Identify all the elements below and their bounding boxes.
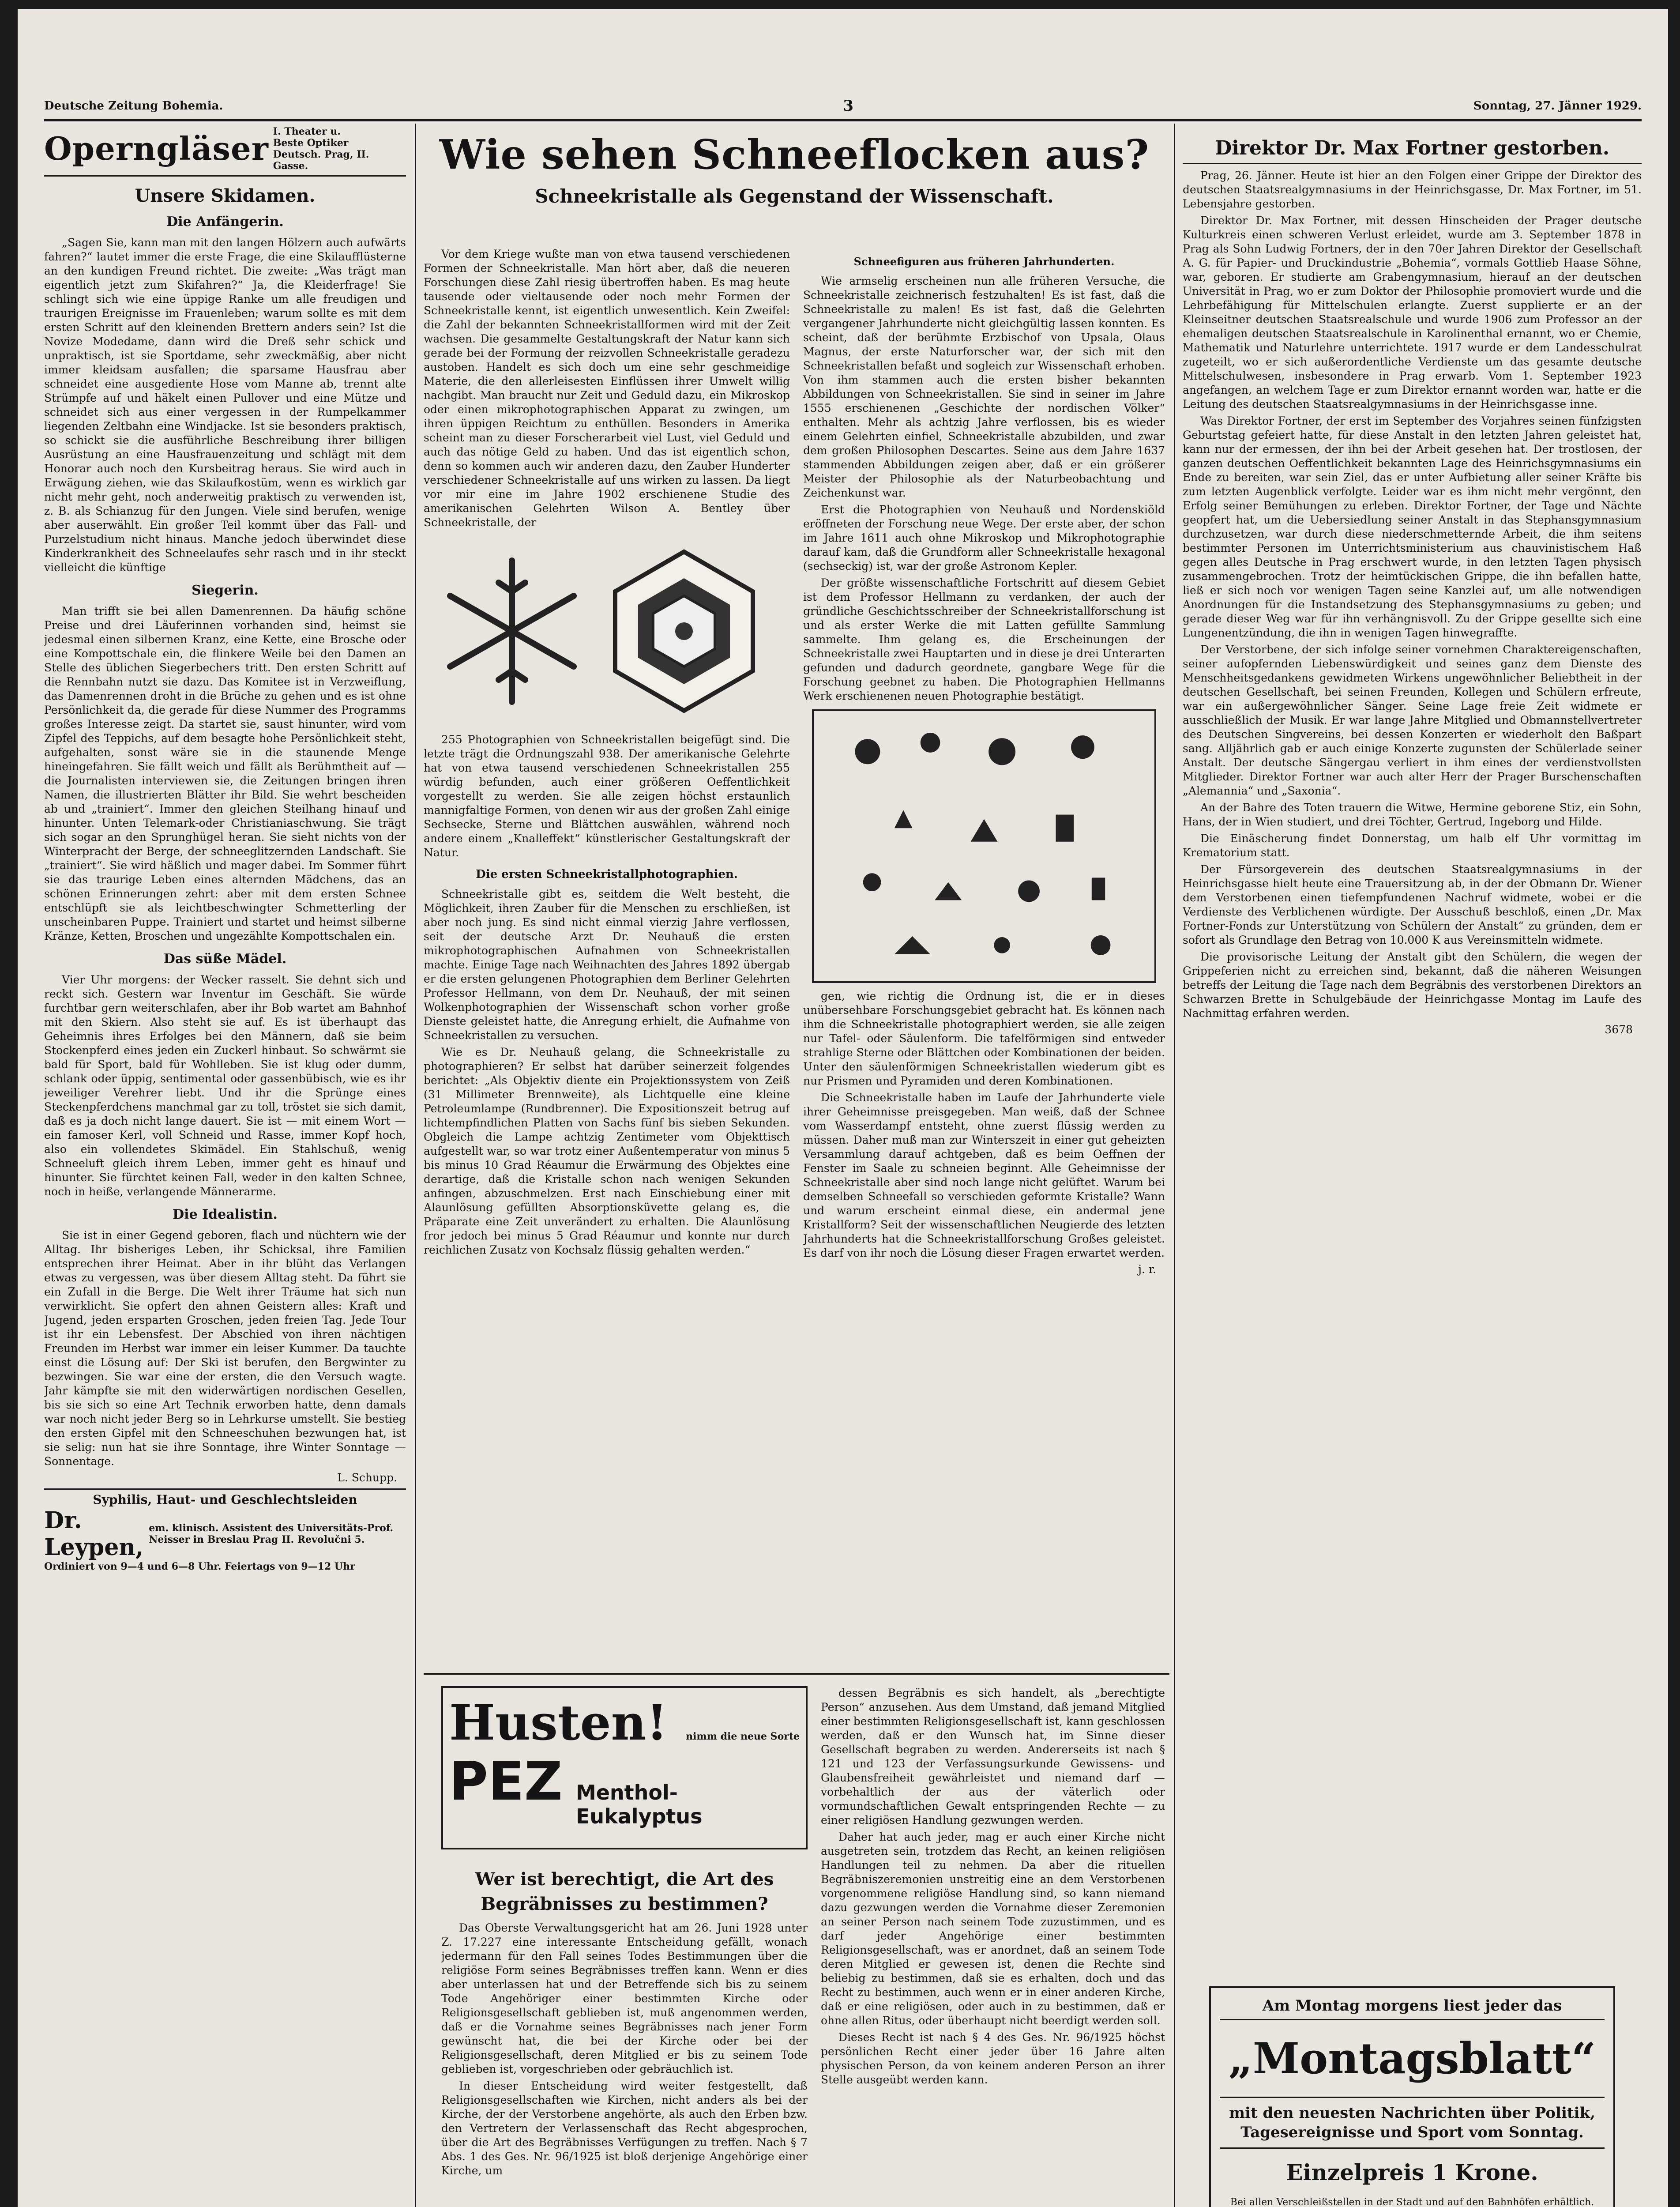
snowflake-article-header [424, 128, 1165, 243]
paragraph: Sie ist in einer Gegend geboren, flach und nüchtern wie der Alltag. Ihr bisheriges Leben, ihr Schicksal, ihre Familien entsprechen ihrer Heimat. Aber in ihr blüht das Verlangen etwas zu vergessen, was über diesem Alltag steht. Da führt sie ein Zufall in die Berge. Die Welt ihrer Träume hat sich nun verwirklicht. Sie opfert den ahnen Geistern alles: Kraft und Jugend, jeden ersparten Groschen, jeden freien Tag. Jede Tour ist ihr ein Lebensfest. Der Abschied von ihren nächtigen Freunden im Herbst war immer ein leiser Kummer. Da tauchte einst die Lösung auf: Der Ski ist berufen, den Bergwinter zu bezwingen. Sie war eine der ersten, die den Versuch wagte. Jahr kämpfte sie mit den widerwärtigen nordischen Gesellen, bis sie sich so eine Art Technik erworben hatte, denn damals war noch nicht jeder Berg so in Lehrkurse umstellt. Sie bestieg den ersten Gipfel mit den Schneeschuhen bezwungen hat, ist sie selig: nun hat sie ihre Sonntage, ihre Winter Sonntage — Sonnentage. [44, 1229, 406, 1468]
paragraph: Daher hat auch jeder, mag er auch einer Kirche nicht ausgetreten sein, trotzdem das Recht, an keinen religiösen Handlungen teil zu nehmen. Da aber die rituellen Begräbniszeremonien unstreitig eine an dem Verstorbenen vorgenommene religiöse Handlung sind, so kann niemand dazu gezwungen werden die Vornahme dieser Zeremonien an seiner Person nach seinem Tode zuzustimmen, und es darf jeder Angehörige einer bestimmten Religionsgesellschaft, was er anordnet, daß an seinem Tode deren Mitglied er gewesen ist, denen die Rechte sind beliebig zu bestimmen, daß sie es erhalten, doch und das Recht zu bestimmen, auch wenn er in einer anderen Kirche, daß er eine religiösen, oder auch in zu bestimmen, daß er ohne allen Ritus, oder überhaupt nicht beerdigt werden soll. [821, 1830, 1165, 2027]
paragraph: Wie armselig erscheinen nun alle früheren Versuche, die Schneekristalle zeichnerisch festzuhalten! Es ist fast, daß die Schneekristalle zu malen! Es ist fast, daß die Gelehrten vergangener Jahrhunderte nicht gleichgültig lassen konnten. Es scheint, daß der berühmte Erzbischof von Upsala, Olaus Magnus, der erste Naturforscher war, der sich mit den Schneekristallen befaßt und sogleich zur Wissenschaft erhoben. Von ihm stammen auch die ersten bisher bekannten Abbildungen von Schneekristallen. Sie sind in seiner im Jahre 1555 erschienenen „Geschichte der nordischen Völker“ enthalten. Mehr als achtzig Jahre verflossen, bis es wieder einem Gelehrten einfiel, Schneekristalle abzubilden, und zwar dem großen Philosophen Descartes. Seine aus dem Jahre 1637 stammenden Abbildungen zeigen aber, daß er ein größerer Meister der Philosophie als der Naturbeobachtung und Zeichenkunst war. [803, 275, 1165, 499]
article-title: Unsere Skidamen. [135, 185, 316, 206]
paragraph: Direktor Dr. Max Fortner, mit dessen Hinscheiden der Prager deutsche Kulturkreis einen schweren Verlust erleidet, wurde am 3. September 1878 in Prag als Sohn Ludwig Fortners, der in den 70er Jahren Direktor der Gesellschaft A. G. für Papier- und Druckindustrie „Bohemia“, vormals Gottlieb Haase Söhne, war, geboren. Er studierte am Grabengymnasium, hierauf an der deutschen Universität in Prag, wo er zum Doktor der Philosophie promoviert wurde und die Lehrbefähigung für Mittelschulen erlangte. Zuerst supplierte er an der Kleinseitner deutschen Staatsrealschule und wurde 1906 zum Professor an der ehemaligen deutschen Staatsrealschule in Karolinenthal ernannt, wo er Chemie, Mathematik und Naturlehre unterrichtete. 1917 wurde er dem Landesschulrat zugeteilt, wo er sich außerordentliche Verdienste um das gesamte deutsche Mittelschulwesen, insbesondere in Prag erwarb. Vom 1. September 1923 angefangen, an welchem Tage er zum Direktor ernannt worden war, hatte er die Leitung des deutschen Staatsrealgymnasiums in der Heinrichsgasse inne. [1183, 214, 1642, 411]
snow-figures-drawing-icon [814, 711, 1154, 981]
paragraph: „Sagen Sie, kann man mit den langen Hölzern auch aufwärts fahren?“ lautet immer die erste Frage, die eine Skilaufflüsterne an den kundigen Freund richtet. Die zweite: „Was trägt man eigentlich jetzt zum Skifahren?“ Ja, die Kleiderfrage! Sie schlingt sich wie eine üppige Ranke um alle freudigen und traurigen Ereignisse im Frauenleben; warum sollte es mit dem ersten Schritt auf den kleinenden Brettern anders sein? Ist die Novize Modedame, dann wird die Dreß sehr schick und unpraktisch, ist sie Sportdame, sehr zweckmäßig, aber nicht immer kleidsam ausfallen; die sparsame Hausfrau aber schneidet eine ausgediente Hose vom Manne ab, trennt alte Strümpfe auf und häkelt einen Pullover und eine Mütze und schneidet sich aus einer vergessen in der Rumpelkammer liegenden Zeltbahn eine Windjacke. Ist sie besonders praktisch, so schickt sie die ausführliche Beschreibung ihrer billigen Ausrüstung an eine Hausfrauenzeitung und schlägt mit dem Honorar auch noch den Kursbeitrag heraus. Sie wird auch in Erwägung ziehen, wie das Skilaufkostüm, wenn es wirklich gar nicht mehr geht, noch anderweitig praktisch zu verwenden ist, z. B. als Schianzug für den Jungen. Viele sind berufen, wenige aber auserwählt. Ein großer Teil kommt über das Fall- und Purzelstudium nicht hinaus. Manche jedoch überwindet diese Kinderkrankheit des Schneelaufes sehr rasch und in ihr steckt vielleicht die künftige [44, 236, 406, 574]
subheading: Schneefiguren aus früheren Jahrhunderten. [853, 255, 1115, 268]
ad-line: Am Montag morgens liest jeder das [1220, 1997, 1605, 2020]
opera-glasses-ad [44, 126, 406, 177]
paragraph: Erst die Photographien von Neuhauß und Nordenskiöld eröffneten der Forschung neue Wege. Der erste aber, der schon im Jahre 1611 auch ohne Mikroskop und Mikrophotographie darauf kam, daß die Grundform aller Schneekristalle hexagonal (sechseckig) ist, war der große Astronom Kepler. [803, 503, 1165, 572]
obituary-title: Direktor Dr. Max Fortner gestorben. [1183, 137, 1642, 164]
ad-headline: Husten! [449, 1694, 668, 1751]
paragraph: Das Oberste Verwaltungsgericht hat am 26. Juni 1928 unter Z. 17.227 eine interessante Entscheidung gefällt, wonach jedermann für den Fall seines Todes Bestimmungen über die religiöse Form seines Begräbnisses treffen kann. Wenn er dies aber unterlassen hat und der Betreffende sich bis zu seinem Tode Angehöriger einer bestimmten Kirche oder Religionsgesellschaft geblieben ist, muß angenommen werden, daß er die Vornahme seines Begräbnisses nach jener Form gewünscht hat, die bei der Kirche oder bei der Religionsgesellschaft, deren Mitglied er bis zu seinem Tode geblieben ist, vorgeschrieben oder gebräuchlich ist. [441, 1921, 808, 2075]
paragraph: Der Fürsorgeverein des deutschen Staatsrealgymnasiums in der Heinrichsgasse hielt heute eine Trauersitzung ab, in der der Obmann Dr. Wiener dem Verstorbenen einen tiefempfundenen Nachruf widmete, wobei er die Verdienste des Verblichenen würdigte. Der Ausschuß beschloß, einen „Dr. Max Fortner-Fonds zur Unterstützung von Schülern der Anstalt“ zu gründen, dem er sofort als Grundlage den Betrag von 10.000 K aus Vereinsmitteln widmete. [1183, 863, 1642, 946]
snowflake-illustration [424, 534, 790, 728]
article-title: Wer ist berechtigt, die Art des Begräbnisses zu bestimmen? [475, 1869, 774, 1914]
paragraph: Die provisorische Leitung der Anstalt gibt den Schülern, die wegen der Grippeferien nicht zu erreichen sind, bekannt, daß die näheren Weisungen betreffs der Leitung die Tage nach dem Begräbnis des verstorbenen Direktors an Schwarzen Brette in Schulgebäude der Heinrichgasse Montag im Laufe des Nachmittag erfahren werden. [1183, 950, 1642, 1020]
ad-small-print: Bei allen Verschleißstellen in der Stadt und auf den Bahnhöfen erhältlich. [1230, 2197, 1594, 2207]
paragraph: Man trifft sie bei allen Damenrennen. Da häufig schöne Preise und drei Läuferinnen vorhanden sind, heimst sie jedesmal einen silbernen Kranz, eine Kette, eine Brosche oder eine Kompottschale ein, die flinkere Weile bei den Damen an Stelle des üblichen Siegerbechers tritt. Den ersten Schritt auf die Rennbahn nutzt sie dazu. Das Komitee ist in Verzweiflung, das Damenrennen droht in die Brüche zu gehen und es ist ohne Persönlichkeit da, die gerade für diese Nummer des Programms großes Interesse zeigt. Da startet sie, saust hinunter, wird vom Zipfel des Teppichs, auf dem besagte hohe Persönlichkeit steht, aufgehalten, sonst wäre sie in die staunende Menge hineingefahren. Sie fällt weich und fällt als Berühmtheit auf — die Journalisten interviewen sie, die Zeitungen bringen ihren Namen, die illustrierten Blätter ihr Bild. Sie wehrt bescheiden ab und „trainiert“. Immer den gleichen Steilhang hinauf und hinunter. Unten Telemark-oder Christianiaschwung. Sie trägt sich sogar an den Sprunghügel heran. Sie sieht nichts von der Winterpracht der Berge, der schneeglitzernden Landschaft. Sie „trainiert“. Sie wird häßlich und mager dabei. Im Sommer führt sie das traurige Leben eines alternden Mädchens, das an schönen Erinnerungen zehrt: aber mit dem ersten Schnee entschlüpft sie als leichtbeschwingter Schmetterling der unscheinbaren Puppe. Trainiert und startet und heimst silberne Kränze, Ketten, Broschen und ungezählte Kompottschalen ein. [44, 605, 406, 942]
paragraph: Dieses Recht ist nach § 4 des Ges. Nr. 96/1925 höchst persönlichen Recht einer jeder über 16 Jahre alten physischen Person, da von keinem anderen Person an ihrer Stelle ausgeübt werden kann. [821, 2031, 1165, 2086]
paragraph: Prag, 26. Jänner. Heute ist hier an den Folgen einer Grippe der Direktor des deutschen Staatsrealgymnasiums in der Heinrichsgasse, Dr. Max Fortner, im 51. Lebensjahre gestorben. [1183, 169, 1642, 210]
subheading: Die ersten Schneekristallphotographien. [476, 868, 738, 881]
pez-subline: Menthol-Eukalyptus [575, 1781, 703, 1828]
head-rule [44, 119, 1642, 121]
ad-details: em. klinisch. Assistent des Universitäts-Prof. Neisser in Breslau Prag II. Revolučni 5. [149, 1522, 394, 1545]
ad-text: I. Theater u. Beste Optiker Deutsch. Prag, II. Gasse. [273, 126, 369, 172]
paragraph: Was Direktor Fortner, der erst im September des Vorjahres seinen fünfzigsten Geburtstag gefeiert hatte, für diese Anstalt in den letzten Jahren geleistet hat, kann nur der ermessen, der ihn bei der Arbeit gesehen hat. Der trostlosen, der ganzen deutschen Oeffentlichkeit bekannten Lage des Heinrichsgymnasiums ein Ende zu bereiten, war sein Ziel, das er unter Aufbietung aller seiner Kräfte bis zum letzten Augenblick verfolgte. Leider war es ihm nicht mehr vergönnt, den Erfolg seiner Bemühungen zu erleben. Direktor Fortner, der Tage und Nächte geopfert hat, um die Uebersiedlung seiner Anstalt in das Stephansgymnasium durchzusetzen, war durch diese niederschmetternde Arbeit, die ihm seitens bestimmter Personen im Unterrichtsministerium aus chauvinistischem Haß gegen alles Deutsche in Prag erschwert wurde, in den letzten Tagen physisch zusammengebrochen. Trotz der heimtückischen Grippe, die ihn befallen hatte, ließ er sich noch vor wenigen Tagen seine Kanzlei auf, um alle notwendigen Anordnungen für die Instandsetzung des Stephansgymnasiums zu geben; und gerade dieser Weg war für ihn verhängnisvoll. Zu der Grippe gesellte sich eine Lungenentzündung, die ihn in wenigen Tagen hinwegraffte. [1183, 414, 1642, 639]
notice-number: 3678 [1605, 1023, 1633, 1036]
paragraph: 255 Photographien von Schneekristallen beigefügt sind. Die letzte trägt die Ordnungszahl 938. Der amerikanische Gelehrte hat von etwa tausend verschiedenen Schneekristallen 255 würdig befunden, auch einer größeren Oeffentlichkeit vorgestellt zu werden. Sie alle zeigen höchst erstaunlich mannigfaltige Formen, von denen wir aus der großen Zahl einige Sechsecke, Sterne und Blättchen auswählen, während noch andere einem „Knalleffekt“ künstlerischer Gestaltungskraft der Natur. [424, 733, 790, 859]
section-rule [424, 1673, 1169, 1675]
page-number: 3 [843, 97, 854, 115]
historic-drawing [812, 709, 1156, 983]
article-title: Wie sehen Schneeflocken aus? [439, 131, 1150, 178]
ad-hours: Ordiniert von 9—4 und 6—8 Uhr. Feiertags von 9—12 Uhr [44, 1561, 355, 1572]
running-head [44, 97, 1642, 115]
paragraph: gen, wie richtig die Ordnung ist, die er in dieses unübersehbare Forschungsgebiet gebracht hat. Es können nach ihm die Schneekristalle photographiert werden, sie alle zeigen nur Tafel- oder Säulenform. Die tafelförmigen sind entweder strahlige Sterne oder Blättchen oder Kombinationen der beiden. Unter den säulenförmigen Schneekristallen wiederum gibt es nur Prismen und Pyramiden und deren Kombinationen. [803, 990, 1165, 1087]
snowflake-photo-icon [424, 534, 786, 728]
paragraph: Schneekristalle gibt es, seitdem die Welt besteht, die Möglichkeit, ihren Zauber für die Menschen zu erschließen, ist aber noch jung. Es sind nicht einmal vierzig Jahre verflossen, seit der deutsche Arzt Dr. Neuhauß die ersten mikrophotographischen Aufnahmen von Schneekristallen machte. Einige Tage nach Weihnachten des Jahres 1892 übergab er die ersten gelungenen Photographien dem Berliner Gelehrten Professor Hellmann, von dem Dr. Neuhauß, der mit seinen Wolkenphotographien der Wissenschaft schon vorher große Dienste geleistet hatte, die Anregung erhielt, die Aufnahme von Schneekristallen zu versuchen. [424, 888, 790, 1042]
paragraph: Vier Uhr morgens: der Wecker rasselt. Sie dehnt sich und reckt sich. Gestern war Inventur im Geschäft. Sie würde furchtbar gern weiterschlafen, aber ihr Bob wartet am Bahnhof mit den Skiern. Also steht sie auf. Es ist überhaupt das Geheimnis ihres Erfolges bei den Männern, daß sie beim Stockenpferd eines jeden ein Zuckerl hinbaut. So schwärmt sie bald für Sport, bald für Wohlleben. Sie ist klug oder dumm, schlank oder üppig, sentimental oder gassenbübisch, wie es ihr jeweiliger Verehrer liebt. Und ihr die Sprünge eines Steckenpferdchens manchmal gar zu toll, tröstet sie sich damit, daß es ja doch nicht lange dauert. Sie ist — mit einem Wort — ein famoser Kerl, voll Schneid und Rasse, immer Kopf hoch, also ein vollendetes Skimädel. Ein Stahlschuß, wenig Schneeluft gleich ihrem Leben, immer geht es hinauf und hinunter. Sie fürchtet keinen Fall, weder in den kalten Schnee, noch in heiße, verlangende Männerarme. [44, 973, 406, 1198]
pez-ad [441, 1686, 808, 1849]
burial-article-col-b [821, 1686, 1165, 2207]
paper-name: Deutsche Zeitung Bohemia. [44, 99, 223, 113]
article-subtitle: Schneekristalle als Gegenstand der Wissenschaft. [535, 185, 1054, 207]
ad-title: „Montagsblatt“ [1228, 2034, 1596, 2083]
signature: j. r. [1138, 1263, 1156, 1276]
issue-date: Sonntag, 27. Jänner 1929. [1473, 99, 1642, 113]
paragraph: Die Einäscherung findet Donnerstag, um halb elf Uhr vormittag im Krematorium statt. [1183, 832, 1642, 859]
subheading: Das süße Mädel. [163, 951, 287, 967]
signature: L. Schupp. [337, 1471, 397, 1484]
paragraph: Der Verstorbene, der sich infolge seiner vornehmen Charaktereigenschaften, seiner aufopfernden Liebenswürdigkeit und seines ganz dem Dienste des Menschheitsgedankens gewidmeten Wirkens ungewöhnlicher Beliebtheit in der deutschen Gesellschaft, bei seinen Freunden, Kollegen und Schülern erfreute, war ein außergewöhnlicher Sänger. Seine Lage freie Zeit widmete er ausschließlich der Musik. Er war lange Jahre Mitglied und Obmannstellvertreter des Deutschen Singvereins, bei dessen Konzerten er wiederholt den Baßpart sang. Alljährlich gab er auch einige Konzerte zugunsten der Schülerlade seiner Anstalt. Der deutsche Sängergau verliert in ihm eines der verdienstvollsten Mitglieder. Direktor Fortner war auch alter Herr der Prager Burschenschaften „Alemannia“ und „Saxonia“. [1183, 643, 1642, 797]
ad-line: mit den neuesten Nachrichten über Politik, Tagesereignisse und Sport vom Sonntag. [1220, 2097, 1605, 2149]
newspaper-page [18, 9, 1668, 2207]
montagsblatt-ad [1209, 1986, 1615, 2207]
paragraph: An der Bahre des Toten trauern die Witwe, Hermine geborene Stiz, ein Sohn, Hans, der in Wien studiert, und drei Töchter, Gertrud, Ingeborg und Hilde. [1183, 801, 1642, 828]
snowflake-column-b [803, 247, 1165, 1616]
snowflake-column-a [424, 247, 790, 1616]
subheading: Die Idealistin. [173, 1207, 278, 1222]
paragraph: Wie es Dr. Neuhauß gelang, die Schneekristalle zu photographieren? Er selbst hat darüber seinerzeit folgendes berichtet: „Als Objektiv diente ein Projektionssystem von Zeiß (31 Millimeter Brennweite), als Lichtquelle eine kleine Petroleumlampe (Rundbrenner). Die Expositionszeit betrug auf lichtempfindlichen Platten von Sachs fünf bis sieben Sekunden. Obgleich die Lampe achtzig Zentimeter vom Objekttisch aufgestellt war, so war trotz einer Außentemperatur von minus 5 bis minus 10 Grad Réaumur die Erwärmung des Objektes eine derartige, daß die Kristalle schon nach wenigen Sekunden anfingen, abzuschmelzen. Erst nach Einschiebung einer mit Alaunlösung gefüllten Absorptionsküvette gelang es, die Präparate eine Zeit unverändert zu erhalten. Die Alaunlösung fror jedoch bei minus 5 Grad Réaumur und konnte nur durch reichlichen Zusatz von Kochsalz flüssig gehalten werden.“ [424, 1046, 790, 1256]
pez-logo: PEZ [449, 1751, 563, 1812]
subheading: Siegerin. [192, 583, 259, 598]
subheading: Die Anfängerin. [166, 214, 284, 230]
paragraph: In dieser Entscheidung wird weiter festgestellt, daß Religionsgesellschaften wie Kirchen, nicht anders als bei der Kirche, der der Verstorbene angehörte, als auch den Erben bzw. den Vertretern der Verlassenschaft das Recht abgesprochen, über die Art des Begräbnisses Verfügungen zu treffen. Nach § 7 Abs. 1 des Ges. Nr. 96/1925 ist bloß derjenige Angehörige einer Kirche, um [441, 2079, 808, 2177]
column-4 [1183, 128, 1642, 1955]
column-1 [44, 126, 406, 2207]
column-divider [1174, 124, 1175, 2207]
ad-note: nimm die neue Sorte [686, 1731, 800, 1742]
ad-title: Operngläser [44, 130, 269, 167]
doctor-name: Dr. Leypen, [44, 1507, 144, 1561]
paragraph: dessen Begräbnis es sich handelt, als „berechtigte Person“ anzusehen. Aus dem Umstand, daß jemand Mitglied einer bestimmten Religionsgesellschaft ist, kann geschlossen werden, daß er den Wunsch hat, im Sinne dieser Gesellschaft begraben zu werden. Andererseits ist nach § 121 und 123 der Verfassungsurkunde Gewissens- und Glaubensfreiheit gewährleistet und niemand darf — vorbehaltlich der aus der väterlich oder vormundschaftlichen Gewalt entspringenden Rechte — zu einer religiösen Handlung gezwungen werden. [821, 1687, 1165, 1827]
ad-line: Syphilis, Haut- und Geschlechtsleiden [93, 1492, 357, 1507]
paragraph: Vor dem Kriege wußte man von etwa tausend verschiedenen Formen der Schneekristalle. Man hört aber, daß die neueren Forschungen diese Zahl riesig übertroffen haben. Es mag heute tausende oder vieltausende oder noch mehr Formen der Schneekristalle kennt, ist eigentlich unwesentlich. Kein Zweifel: die Zahl der bekannten Schneekristallformen wird mit der Zeit wachsen. Die gesammelte Gestaltungskraft der Natur kann sich gerade bei der Formung der reizvollen Schneekristalle geradezu austoben. Handelt es sich doch um eine sehr geschmeidige Materie, die den allerleisesten Einflüssen ihrer Umwelt willig nachgibt. Man braucht nur Zeit und Geduld dazu, ein Mikroskop oder einen mikrophotographischen Apparat zu zwingen, um ihren üppigen Reichtum zu enthüllen. Besonders in Amerika scheint man zu dieser Forscherarbeit viel Lust, viel Geduld und auch das nötige Geld zu haben. Und das ist eigentlich schon, denn so kommen auch wir anderen dazu, den Zauber Hunderter verschiedener Schneekristalle auf uns wirken zu lassen. Da liegt vor mir eine im Jahre 1902 erschienene Studie des amerikanischen Gelehrten Wilson A. Bentley über Schneekristalle, der [424, 248, 790, 529]
ad-price: Einzelpreis 1 Krone. [1286, 2159, 1538, 2185]
paragraph: Die Schneekristalle haben im Laufe der Jahrhunderte viele ihrer Geheimnisse preisgegeben. Man weiß, daß der Schnee vom Wasserdampf entsteht, ohne zuerst flüssig werden zu müssen. Daher muß man zur Winterszeit in einer gut geheizten Versammlung darauf achtgeben, daß es beim Oeffnen der Fenster im Saale zu schneien beginnt. Alle Geheimnisse der Schneekristalle aber sind noch lange nicht gelüftet. Warum bei demselben Schneefall so verschieden geformte Kristalle? Wann und warum erscheint einmal diese, ein andermal jene Kristallform? Seit der wissenschaftlichen Neugierde des letzten Jahrhunderts hat die Schneekristallforschung Großes geleistet. Es darf von ihr noch die Lösung dieser Fragen erwartet werden. [803, 1091, 1165, 1259]
paragraph: Der größte wissenschaftliche Fortschritt auf diesem Gebiet ist dem Professor Hellmann zu verdanken, der auch der gründliche Geschichtsschreiber der Schneekristallforschung ist und als erster Werke die mit Latten gefüllte Sammlung sammelte. Ihm gelang es, die Erscheinungen der Schneekristalle zwei Hauptarten und in diese je drei Unterarten gefunden und dadurch geordnete, gangbare Wege für die Forschung geebnet zu haben. Die Photographien Hellmanns Werk erschienenen neuen Photographie bestätigt. [803, 576, 1165, 702]
column-divider [415, 124, 416, 2207]
doctor-ad [44, 1488, 406, 1572]
burial-article-col-a [441, 1858, 808, 2207]
